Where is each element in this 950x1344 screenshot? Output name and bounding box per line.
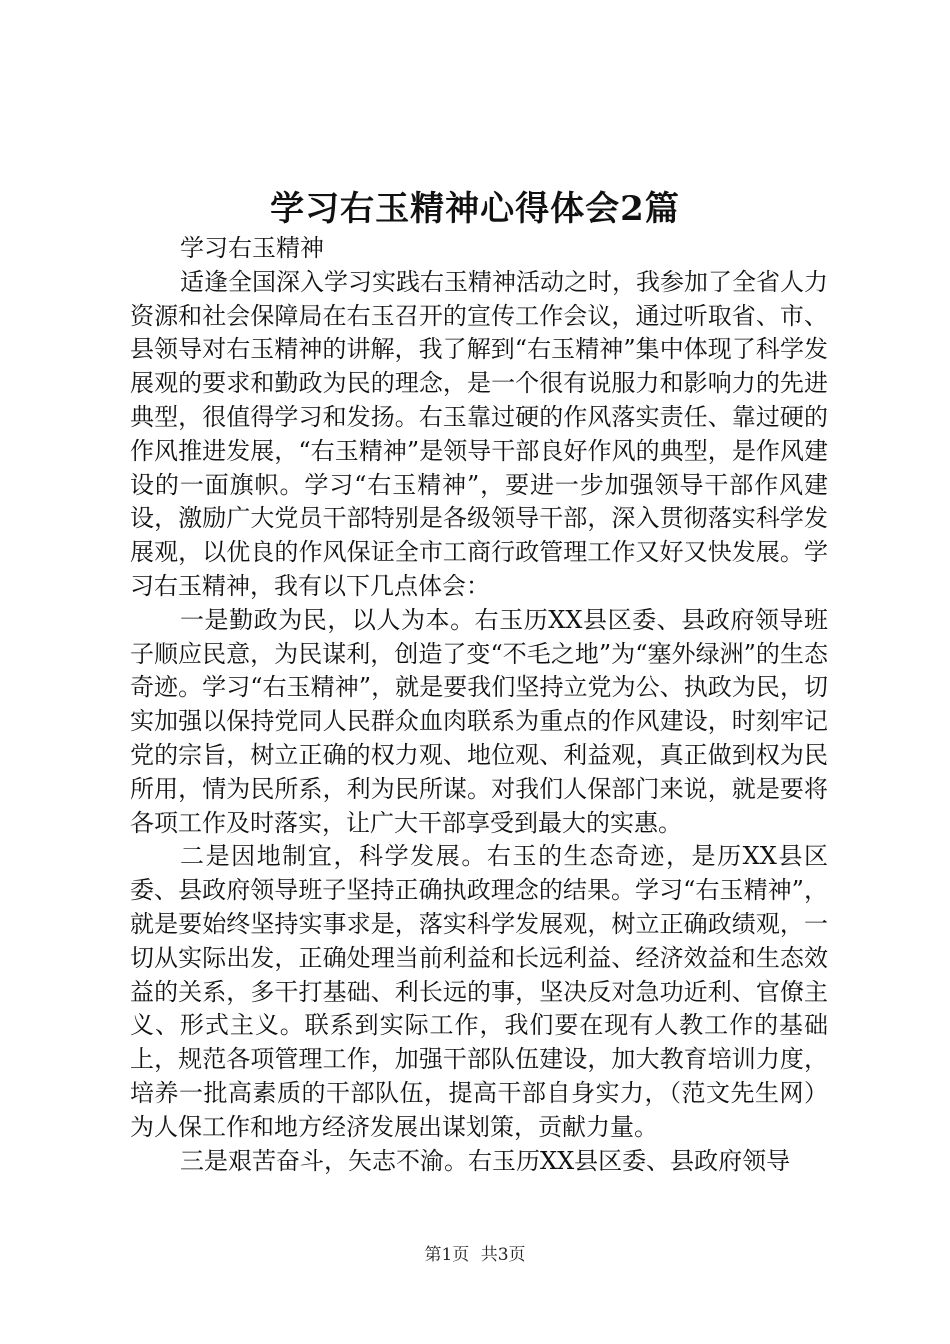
paragraph-intro: 适逢全国深入学习实践右玉精神活动之时，我参加了全省人力资源和社会保障局在右玉召开的宣传工作会议，通过听取省、市、县领导对右玉精神的讲解，我了解到“右玉精神”集中体现了科学发展观的要求和勤政为民的理念，是一个很有说服力和影响力的先进典型，很值得学习和发扬。右玉靠过硬的作风落实责任、靠过硬的作风推进发展，“右玉精神”是领导干部良好作风的典型，是作风建设的一面旗帜。学习“右玉精神”，要进一步加强领导干部作风建设，激励广大党员干部特别是各级领导干部，深入贯彻落实科学发展观，以优良的作风保证全市工商行政管理工作又好又快发展。学习右玉精神，我有以下几点体会： <box>130 267 828 600</box>
document-title: 学习右玉精神心得体会2篇 <box>270 189 680 229</box>
page-total: 共3页 <box>480 1245 526 1265</box>
page-number: 第1页 <box>424 1245 470 1265</box>
document-body <box>130 232 828 1178</box>
paragraph-subtitle: 学习右玉精神 <box>180 234 324 262</box>
page-footer <box>0 1243 950 1267</box>
paragraph-point-two: 二是因地制宜，科学发展。右玉的生态奇迹，是历XX县区委、县政府领导班子坚持正确执政理念的结果。学习“右玉精神”，就是要始终坚持实事求是，落实科学发展观，树立正确政绩观，一切从实际出发，正确处理当前利益和长远利益、经济效益和生态效益的关系，多干打基础、利长远的事，坚决反对急功近利、官僚主义、形式主义。联系到实际工作，我们要在现有人教工作的基础上，规范各项管理工作，加强干部队伍建设，加大教育培训力度，培养一批高素质的干部队伍，提高干部自身实力，（范文先生网）为人保工作和地方经济发展出谋划策，贡献力量。 <box>130 842 828 1141</box>
paragraph-point-one: 一是勤政为民，以人为本。右玉历XX县区委、县政府领导班子顺应民意，为民谋利，创造了变“不毛之地”为“塞外绿洲”的生态奇迹。学习“右玉精神”，就是要我们坚持立党为公、执政为民，切实加强以保持党同人民群众血肉联系为重点的作风建设，时刻牢记党的宗旨，树立正确的权力观、地位观、利益观，真正做到权为民所用，情为民所系，利为民所谋。对我们人保部门来说，就是要将各项工作及时落实，让广大干部享受到最大的实惠。 <box>130 605 828 837</box>
paragraph-point-three: 三是艰苦奋斗，矢志不渝。右玉历XX县区委、县政府领导 <box>180 1146 791 1175</box>
